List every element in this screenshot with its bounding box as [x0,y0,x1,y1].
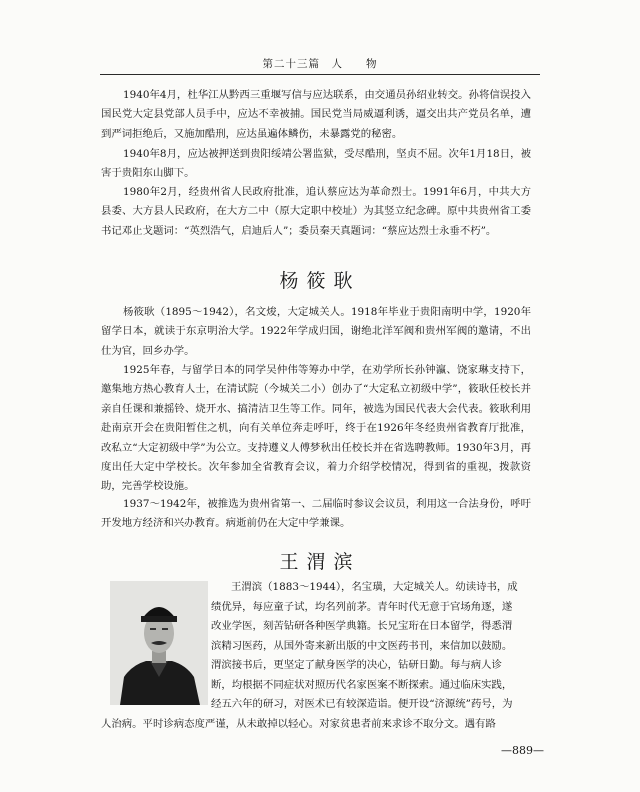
text-line: 改业学医，刻苦钻研各种医学典籍。长兄宝珩在日本留学，得悉渭 [211,620,513,632]
portrait-photo [110,581,208,705]
text-line: 渭滨接书后，更坚定了献身医学的决心，钻研日勤。每与病人诊 [211,659,502,671]
text-line: 人治病。平时诊病态度严谨，从未敢掉以轻心。对家贫患者前来求诊不取分文。遇有路 [101,717,496,730]
text-line: 断，均根据不同症状对照历代名家医案不断探索。通过临床实践， [211,678,513,691]
biography-title: 杨筱耿 [279,270,361,292]
paragraph: 杨筱耿（1895～1942），名文焌，大定城关人。1918年毕业于贵阳南明中学，1920年留学日本，就读于东京明治大学。1922年学成归国，谢绝北洋军阀和贵州军阀的邀请，不出仕为官，回乡办学。 [101,306,531,357]
text-line: 经五六年的研习，对医术已有较深造诣。便开设“济源统”药号，为 [211,698,513,710]
text-line: 绩优异，每应童子试，均名列前茅。青年时代无意于官场角逐，遂 [211,600,513,613]
paragraph: 1940年4月，杜华江从黔西三重堰写信与应达联系，由交通员孙绍业转交。孙将信误投入国民党大定县党部人员手中，应达不幸被捕。国民党当局威逼利诱，逼交出共产党员名单，遭到严词拒绝后，又施加酷刑，应达虽遍体鳞伤，未暴露党的秘密。 [101,89,531,140]
biography-title: 王渭滨 [279,551,361,573]
paragraph: 1940年8月，应达被押送到贵阳绥靖公署监狱，受尽酷刑，坚贞不屈。次年1月18日，被害于贵阳东山脚下。 [101,148,531,180]
header-rule [100,74,540,75]
page-header: 第二十三篇 人 物 [262,58,378,70]
text-line: 王渭滨（1883～1944），名宝璜，大定城关人。幼读诗书，成 [231,581,518,593]
page-number: —889— [501,744,544,757]
paragraph: 1925年春，与留学日本的同学吴仲伟等筹办中学，在劝学所长孙钟瀛、饶家琳支持下，邀集地方热心教育人士，在清试院（今城关二小）创办了“大定私立初级中学”，筱耿任校长并亲自任课和兼摇铃、烧开水、搞清洁卫生等工作。同年，被选为国民代表大会代表。筱耿利用赴南京开会在贵阳暂住之机，向有关单位奔走呼吁，终于在1926年冬经贵州省教育厅批准，改私立“大定初级中学”为公立。支持遵义人傅梦秋出任校长并在省选聘教师。1930年3月，再度出任大定中学校长。次年参加全省教育会议，着力介绍学校情况，得到省的重视，拨款资助，完善学校设施。 [101,364,531,493]
text-line: 滨精习医药，从国外寄来新出版的中文医药书刊，来信加以鼓励。 [211,639,513,652]
portrait-image [110,581,208,705]
paragraph: 1937～1942年，被推选为贵州省第一、二届临时参议会议员，利用这一合法身份，呼吁开发地方经济和兴办教育。病逝前仍在大定中学兼课。 [101,498,531,530]
paragraph: 1980年2月，经贵州省人民政府批准，追认蔡应达为革命烈士。1991年6月，中共大方县委、大方县人民政府，在大方二中（原大定职中校址）为其竖立纪念碑。原中共贵州省工委书记邓止戈题词：“英烈浩气，启迪后人”；委员秦天真题词：“蔡应达烈士永垂不朽”。 [101,186,531,237]
